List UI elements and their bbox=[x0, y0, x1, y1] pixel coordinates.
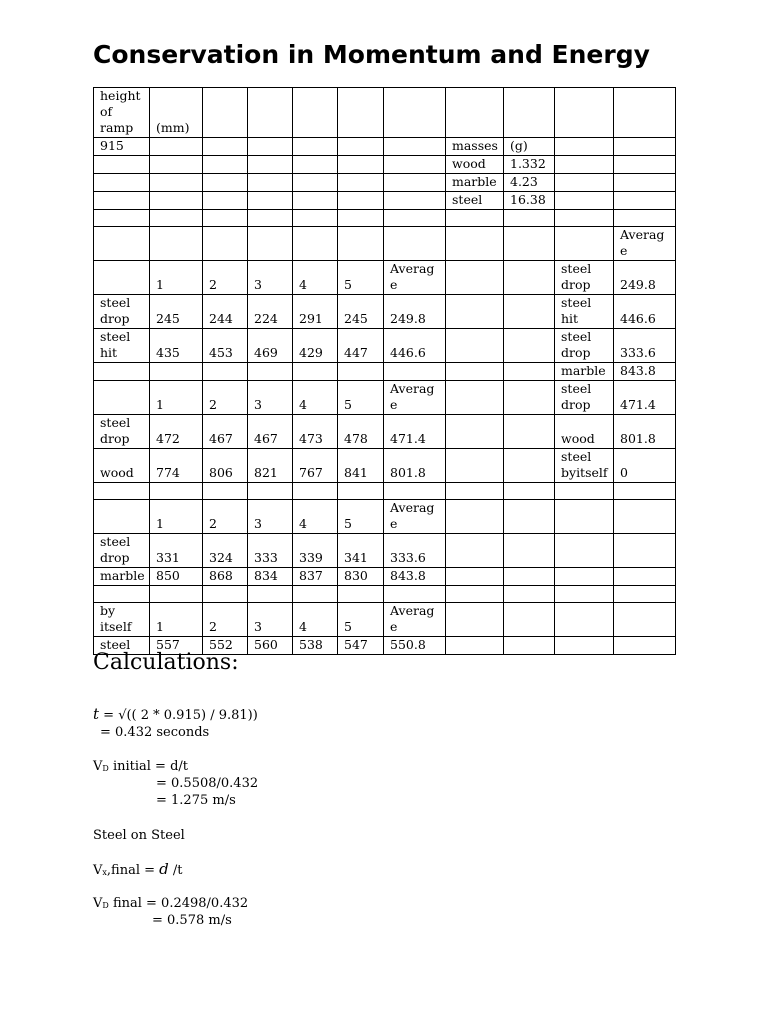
table-cell: (g) bbox=[504, 138, 555, 156]
table-cell bbox=[555, 483, 614, 500]
table-cell bbox=[504, 483, 555, 500]
table-cell: 841 bbox=[338, 449, 384, 483]
table-cell: 843.8 bbox=[614, 363, 676, 381]
time-symbol: t bbox=[93, 705, 100, 723]
table-cell: 774 bbox=[150, 449, 203, 483]
table-cell bbox=[203, 192, 248, 210]
table-cell: 249.8 bbox=[614, 261, 676, 295]
table-cell: 3 bbox=[248, 603, 293, 637]
table-cell: 245 bbox=[338, 295, 384, 329]
table-cell bbox=[338, 88, 384, 138]
table-cell bbox=[150, 192, 203, 210]
table-cell: marble bbox=[446, 174, 504, 192]
vx-subscript: x bbox=[102, 868, 107, 877]
table-row bbox=[94, 156, 676, 174]
table-cell bbox=[555, 227, 614, 261]
table-cell bbox=[504, 603, 555, 637]
table-cell bbox=[203, 586, 248, 603]
table-cell: 557 bbox=[150, 637, 203, 655]
table-cell bbox=[555, 534, 614, 568]
table-cell: 331 bbox=[150, 534, 203, 568]
table-cell bbox=[384, 174, 446, 192]
table-cell bbox=[504, 568, 555, 586]
table-cell: 341 bbox=[338, 534, 384, 568]
table-cell: 471.4 bbox=[384, 415, 446, 449]
table-cell bbox=[203, 210, 248, 227]
table-cell bbox=[384, 363, 446, 381]
calculations-heading: Calculations: bbox=[93, 650, 239, 675]
table-cell: steel drop bbox=[555, 261, 614, 295]
table-cell: 472 bbox=[150, 415, 203, 449]
table-cell bbox=[504, 637, 555, 655]
table-cell bbox=[94, 210, 150, 227]
table-cell: 4.23 bbox=[504, 174, 555, 192]
table-cell bbox=[446, 227, 504, 261]
table-cell bbox=[150, 156, 203, 174]
table-cell bbox=[338, 156, 384, 174]
table-row bbox=[94, 381, 676, 415]
table-cell: 429 bbox=[293, 329, 338, 363]
table-cell bbox=[248, 363, 293, 381]
table-cell: 291 bbox=[293, 295, 338, 329]
table-cell: 834 bbox=[248, 568, 293, 586]
table-cell: 333.6 bbox=[614, 329, 676, 363]
table-cell bbox=[338, 210, 384, 227]
table-cell bbox=[94, 156, 150, 174]
table-cell bbox=[504, 449, 555, 483]
table-cell: Average bbox=[384, 261, 446, 295]
table-cell: 3 bbox=[248, 261, 293, 295]
table-cell: 2 bbox=[203, 381, 248, 415]
table-cell: 2 bbox=[203, 261, 248, 295]
table-cell bbox=[203, 483, 248, 500]
table-cell: by itself bbox=[94, 603, 150, 637]
table-cell bbox=[504, 534, 555, 568]
table-cell bbox=[248, 483, 293, 500]
table-cell bbox=[504, 415, 555, 449]
table-cell: 2 bbox=[203, 500, 248, 534]
table-cell bbox=[293, 88, 338, 138]
table-cell bbox=[384, 156, 446, 174]
table-cell bbox=[555, 174, 614, 192]
table-row bbox=[94, 295, 676, 329]
table-cell bbox=[203, 174, 248, 192]
table-cell: 471.4 bbox=[614, 381, 676, 415]
table-cell: Average bbox=[384, 500, 446, 534]
table-cell bbox=[614, 192, 676, 210]
table-cell: steel drop bbox=[555, 381, 614, 415]
time-result: = 0.432 seconds bbox=[100, 725, 210, 740]
table-cell bbox=[446, 449, 504, 483]
table-cell bbox=[94, 363, 150, 381]
table-cell bbox=[446, 210, 504, 227]
table-cell bbox=[150, 227, 203, 261]
table-cell bbox=[504, 586, 555, 603]
table-cell: masses bbox=[446, 138, 504, 156]
table-cell bbox=[248, 88, 293, 138]
vd-initial-v: V bbox=[93, 759, 103, 774]
table-cell: wood bbox=[555, 415, 614, 449]
vd-initial-label: initial = d/t bbox=[108, 759, 189, 774]
table-cell bbox=[555, 603, 614, 637]
table-cell bbox=[338, 227, 384, 261]
table-cell bbox=[446, 329, 504, 363]
table-cell: Average bbox=[614, 227, 676, 261]
table-cell bbox=[94, 586, 150, 603]
table-cell bbox=[293, 210, 338, 227]
table-cell bbox=[94, 500, 150, 534]
table-row bbox=[94, 174, 676, 192]
table-cell: 3 bbox=[248, 381, 293, 415]
table-cell: 837 bbox=[293, 568, 338, 586]
table-cell bbox=[384, 88, 446, 138]
steel-on-steel-label: Steel on Steel bbox=[93, 828, 185, 843]
table-cell bbox=[293, 483, 338, 500]
table-cell bbox=[446, 637, 504, 655]
vd-initial-step: = 0.5508/0.432 bbox=[156, 776, 259, 791]
vd-initial-result: = 1.275 m/s bbox=[156, 793, 236, 808]
table-cell bbox=[504, 261, 555, 295]
table-cell: 1.332 bbox=[504, 156, 555, 174]
table-cell bbox=[614, 500, 676, 534]
table-row bbox=[94, 449, 676, 483]
table-cell bbox=[504, 88, 555, 138]
table-row bbox=[94, 210, 676, 227]
table-cell: steel drop bbox=[555, 329, 614, 363]
table-cell: 560 bbox=[248, 637, 293, 655]
time-formula bbox=[93, 706, 258, 724]
table-cell bbox=[504, 381, 555, 415]
table-cell: steel drop bbox=[94, 534, 150, 568]
table-cell: 843.8 bbox=[384, 568, 446, 586]
table-cell: 767 bbox=[293, 449, 338, 483]
table-row bbox=[94, 586, 676, 603]
table-cell: 2 bbox=[203, 603, 248, 637]
table-cell bbox=[203, 156, 248, 174]
table-cell bbox=[150, 138, 203, 156]
table-cell bbox=[614, 568, 676, 586]
table-cell bbox=[614, 156, 676, 174]
table-cell: steel bbox=[94, 637, 150, 655]
table-row bbox=[94, 329, 676, 363]
table-cell bbox=[94, 381, 150, 415]
table-cell bbox=[614, 88, 676, 138]
table-cell: 1 bbox=[150, 500, 203, 534]
table-cell bbox=[504, 227, 555, 261]
table-cell bbox=[293, 156, 338, 174]
table-row bbox=[94, 483, 676, 500]
table-cell bbox=[150, 174, 203, 192]
table-cell: 4 bbox=[293, 261, 338, 295]
table-cell: 5 bbox=[338, 500, 384, 534]
table-cell bbox=[446, 381, 504, 415]
table-cell: Average bbox=[384, 603, 446, 637]
table-cell: 801.8 bbox=[614, 415, 676, 449]
table-cell bbox=[555, 210, 614, 227]
table-cell bbox=[446, 415, 504, 449]
table-cell bbox=[293, 586, 338, 603]
table-cell bbox=[150, 210, 203, 227]
table-cell bbox=[504, 363, 555, 381]
table-cell: 333 bbox=[248, 534, 293, 568]
table-cell bbox=[384, 210, 446, 227]
table-cell bbox=[446, 534, 504, 568]
data-table bbox=[93, 87, 676, 655]
table-cell: 821 bbox=[248, 449, 293, 483]
table-cell bbox=[338, 483, 384, 500]
table-cell: steel drop bbox=[94, 415, 150, 449]
table-cell: steel hit bbox=[94, 329, 150, 363]
table-cell bbox=[248, 586, 293, 603]
table-cell bbox=[614, 586, 676, 603]
table-cell bbox=[555, 156, 614, 174]
table-cell: 915 bbox=[94, 138, 150, 156]
table-cell bbox=[446, 586, 504, 603]
table-cell bbox=[94, 174, 150, 192]
table-cell: 868 bbox=[203, 568, 248, 586]
table-cell: 446.6 bbox=[384, 329, 446, 363]
table-cell bbox=[446, 261, 504, 295]
table-cell: 249.8 bbox=[384, 295, 446, 329]
table-cell bbox=[203, 363, 248, 381]
table-cell bbox=[248, 174, 293, 192]
table-cell: steel hit bbox=[555, 295, 614, 329]
table-cell bbox=[248, 227, 293, 261]
table-cell bbox=[150, 363, 203, 381]
table-cell: 5 bbox=[338, 603, 384, 637]
table-cell bbox=[94, 192, 150, 210]
table-cell bbox=[504, 329, 555, 363]
table-cell bbox=[446, 603, 504, 637]
table-cell bbox=[203, 227, 248, 261]
table-cell bbox=[614, 210, 676, 227]
table-row bbox=[94, 138, 676, 156]
table-cell bbox=[384, 192, 446, 210]
table-row bbox=[94, 261, 676, 295]
table-cell: 552 bbox=[203, 637, 248, 655]
table-cell: 850 bbox=[150, 568, 203, 586]
table-cell: marble bbox=[94, 568, 150, 586]
table-cell bbox=[446, 568, 504, 586]
table-row bbox=[94, 363, 676, 381]
table-cell: 467 bbox=[203, 415, 248, 449]
table-cell bbox=[384, 138, 446, 156]
vx-label: ,final = bbox=[106, 863, 160, 878]
table-cell: 806 bbox=[203, 449, 248, 483]
table-cell: 446.6 bbox=[614, 295, 676, 329]
table-cell bbox=[203, 88, 248, 138]
table-cell: 447 bbox=[338, 329, 384, 363]
table-cell: 469 bbox=[248, 329, 293, 363]
table-cell bbox=[555, 637, 614, 655]
vx-rest: /t bbox=[168, 863, 183, 878]
table-cell: 244 bbox=[203, 295, 248, 329]
table-cell: 16.38 bbox=[504, 192, 555, 210]
table-cell bbox=[384, 483, 446, 500]
table-cell bbox=[293, 174, 338, 192]
table-cell bbox=[94, 483, 150, 500]
table-cell bbox=[338, 174, 384, 192]
table-cell: steel byitself bbox=[555, 449, 614, 483]
table-cell: 473 bbox=[293, 415, 338, 449]
table-cell bbox=[504, 295, 555, 329]
table-cell bbox=[446, 295, 504, 329]
vd-final-label: final = 0.2498/0.432 bbox=[108, 896, 249, 911]
table-cell: 1 bbox=[150, 381, 203, 415]
table-row bbox=[94, 415, 676, 449]
table-cell: marble bbox=[555, 363, 614, 381]
table-cell bbox=[248, 156, 293, 174]
table-row bbox=[94, 603, 676, 637]
table-cell: 0 bbox=[614, 449, 676, 483]
vx-final-formula bbox=[93, 861, 183, 881]
table-row bbox=[94, 192, 676, 210]
vd-final-subscript: D bbox=[102, 901, 109, 910]
vx-v: V bbox=[93, 863, 103, 878]
table-row bbox=[94, 500, 676, 534]
table-cell: 830 bbox=[338, 568, 384, 586]
table-cell: 333.6 bbox=[384, 534, 446, 568]
table-cell: 339 bbox=[293, 534, 338, 568]
table-cell bbox=[203, 138, 248, 156]
table-cell: 547 bbox=[338, 637, 384, 655]
table-cell bbox=[614, 534, 676, 568]
table-cell bbox=[555, 586, 614, 603]
table-cell bbox=[338, 363, 384, 381]
vx-d: d bbox=[159, 860, 169, 878]
table-cell bbox=[338, 586, 384, 603]
table-cell: 453 bbox=[203, 329, 248, 363]
table-cell bbox=[614, 637, 676, 655]
table-cell: 245 bbox=[150, 295, 203, 329]
table-cell: 478 bbox=[338, 415, 384, 449]
table-cell bbox=[504, 500, 555, 534]
table-cell bbox=[94, 227, 150, 261]
table-cell: Average bbox=[384, 381, 446, 415]
table-cell bbox=[338, 192, 384, 210]
table-row bbox=[94, 227, 676, 261]
table-cell bbox=[150, 483, 203, 500]
table-cell: 324 bbox=[203, 534, 248, 568]
table-cell: 5 bbox=[338, 381, 384, 415]
table-cell bbox=[293, 192, 338, 210]
table-cell: height of ramp bbox=[94, 88, 150, 138]
table-cell bbox=[555, 88, 614, 138]
table-cell: 4 bbox=[293, 603, 338, 637]
table-cell: wood bbox=[94, 449, 150, 483]
table-cell bbox=[293, 227, 338, 261]
table-cell bbox=[248, 210, 293, 227]
table-cell bbox=[446, 88, 504, 138]
table-row bbox=[94, 568, 676, 586]
table-row bbox=[94, 534, 676, 568]
table-cell bbox=[248, 192, 293, 210]
table-cell bbox=[614, 603, 676, 637]
vd-final-v: V bbox=[93, 896, 103, 911]
time-formula-text: = √(( 2 * 0.915) / 9.81)) bbox=[99, 708, 258, 723]
table-cell: 5 bbox=[338, 261, 384, 295]
table-cell bbox=[614, 483, 676, 500]
table-cell: (mm) bbox=[150, 88, 203, 138]
table-cell bbox=[150, 586, 203, 603]
table-cell bbox=[555, 500, 614, 534]
document-title: Conservation in Momentum and Energy bbox=[93, 40, 650, 69]
vd-final-result: = 0.578 m/s bbox=[152, 913, 232, 928]
table-cell: 467 bbox=[248, 415, 293, 449]
table-cell: 4 bbox=[293, 500, 338, 534]
table-cell bbox=[248, 138, 293, 156]
table-cell: 435 bbox=[150, 329, 203, 363]
table-cell bbox=[293, 138, 338, 156]
vd-initial-subscript: D bbox=[102, 764, 109, 773]
table-cell: 801.8 bbox=[384, 449, 446, 483]
table-cell bbox=[504, 210, 555, 227]
table-cell bbox=[555, 568, 614, 586]
table-cell: steel bbox=[446, 192, 504, 210]
table-cell: 4 bbox=[293, 381, 338, 415]
table-cell: wood bbox=[446, 156, 504, 174]
table-cell bbox=[446, 483, 504, 500]
table-cell: 1 bbox=[150, 603, 203, 637]
table-cell: 3 bbox=[248, 500, 293, 534]
table-cell bbox=[94, 261, 150, 295]
table-cell bbox=[338, 138, 384, 156]
table-cell bbox=[555, 192, 614, 210]
table-cell: steel drop bbox=[94, 295, 150, 329]
table-cell bbox=[614, 174, 676, 192]
table-row bbox=[94, 88, 676, 138]
table-cell bbox=[555, 138, 614, 156]
table-cell: 538 bbox=[293, 637, 338, 655]
table-cell bbox=[384, 586, 446, 603]
table-cell bbox=[446, 363, 504, 381]
table-cell bbox=[293, 363, 338, 381]
table-cell bbox=[614, 138, 676, 156]
table-cell bbox=[384, 227, 446, 261]
table-cell bbox=[446, 500, 504, 534]
table-cell: 550.8 bbox=[384, 637, 446, 655]
table-cell: 1 bbox=[150, 261, 203, 295]
table-cell: 224 bbox=[248, 295, 293, 329]
